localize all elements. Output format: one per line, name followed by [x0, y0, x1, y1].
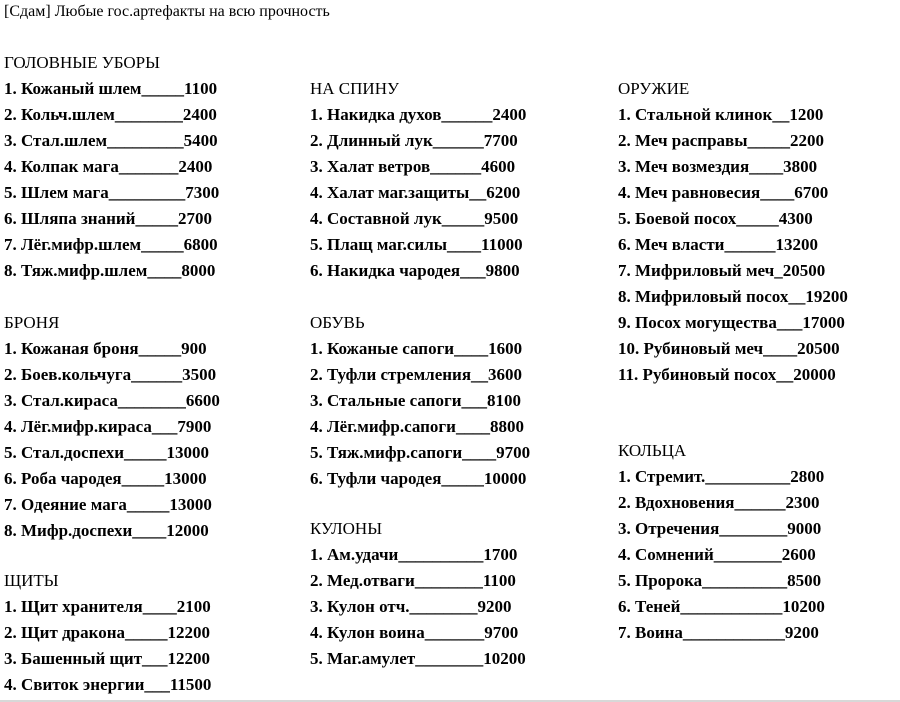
section-armor [4, 310, 220, 544]
page-title: [Сдам] Любые гос.артефакты на всю прочность [4, 3, 330, 20]
section-shields [4, 568, 211, 698]
list-item: 6. Шляпа знаний_____2700 [4, 209, 212, 228]
list-item: 2. Туфли стремления__3600 [310, 365, 523, 384]
list-item: 3. Меч возмездия____3800 [618, 157, 818, 176]
list-item: 6. Накидка чародея___9800 [310, 261, 520, 280]
list-item: 6. Роба чародея_____13000 [4, 469, 207, 488]
list-item: 7. Мифриловый меч_20500 [618, 261, 826, 280]
list-item: 10. Рубиновый меч____20500 [618, 339, 840, 358]
list-item: 4. Кулон воина_______9700 [310, 623, 519, 642]
list-item: 7. Лёг.мифр.шлем_____6800 [4, 235, 218, 254]
list-item: 2. Меч расправы_____2200 [618, 131, 824, 150]
list-item: 1. Щит хранителя____2100 [4, 597, 211, 616]
list-item: 1. Стремит.__________2800 [618, 467, 825, 486]
list-item: 8. Мифр.доспехи____12000 [4, 521, 209, 540]
list-item: 5. Стал.доспехи_____13000 [4, 443, 209, 462]
list-item: 2. Вдохновения______2300 [618, 493, 820, 512]
list-item: 7. Одеяние мага_____13000 [4, 495, 212, 514]
list-item: 4. Колпак мага_______2400 [4, 157, 213, 176]
list-item: 6. Теней____________10200 [618, 597, 825, 616]
list-item: 5. Шлем мага_________7300 [4, 183, 220, 202]
list-item: 4. Свиток энергии___11500 [4, 675, 212, 694]
section-title: ОРУЖИЕ [618, 79, 690, 98]
list-item: 8. Тяж.мифр.шлем____8000 [4, 261, 216, 280]
list-item: 5. Боевой посох_____4300 [618, 209, 813, 228]
list-item: 2. Мед.отваги________1100 [310, 571, 516, 590]
list-item: 3. Стал.кираса________6600 [4, 391, 220, 410]
list-item: 3. Отречения________9000 [618, 519, 822, 538]
section-title: КОЛЬЦА [618, 441, 687, 460]
section-title: КУЛОНЫ [310, 519, 383, 538]
list-item: 4. Лёг.мифр.кираса___7900 [4, 417, 212, 436]
list-item: 1. Кожаные сапоги____1600 [310, 339, 523, 358]
list-item: 2. Длинный лук______7700 [310, 131, 518, 150]
list-item: 1. Кожаный шлем_____1100 [4, 79, 218, 98]
list-item: 4. Составной лук_____9500 [310, 209, 519, 228]
section-title: ЩИТЫ [4, 571, 59, 590]
list-item: 1. Накидка духов______2400 [310, 105, 527, 124]
list-item: 3. Кулон отч.________9200 [310, 597, 512, 616]
section-footwear [310, 310, 530, 492]
section-back [310, 76, 526, 284]
list-item: 4. Сомнений________2600 [618, 545, 816, 564]
section-pendants [310, 516, 526, 672]
list-item: 9. Посох могущества___17000 [618, 313, 845, 332]
list-item: 4. Меч равновесия____6700 [618, 183, 829, 202]
section-title: ОБУВЬ [310, 313, 365, 332]
list-item: 6. Туфли чародея_____10000 [310, 469, 527, 488]
list-item: 4. Лёг.мифр.сапоги____8800 [310, 417, 524, 436]
list-item: 5. Маг.амулет________10200 [310, 649, 526, 668]
list-item: 2. Боев.кольчуга______3500 [4, 365, 217, 384]
section-title: ГОЛОВНЫЕ УБОРЫ [4, 53, 160, 72]
list-item: 11. Рубиновый посох__20000 [618, 365, 836, 384]
list-item: 8. Мифриловый посох__19200 [618, 287, 848, 306]
section-weapons [618, 76, 848, 388]
list-item: 3. Стальные сапоги___8100 [310, 391, 521, 410]
list-item: 1. Кожаная броня_____900 [4, 339, 207, 358]
list-item: 2. Кольч.шлем________2400 [4, 105, 217, 124]
list-item: 4. Халат маг.защиты__6200 [310, 183, 521, 202]
section-headwear [4, 50, 219, 284]
section-title: БРОНЯ [4, 313, 60, 332]
section-rings [618, 438, 825, 646]
list-item: 3. Халат ветров______4600 [310, 157, 516, 176]
section-title: НА СПИНУ [310, 79, 400, 98]
list-item: 2. Щит дракона_____12200 [4, 623, 210, 642]
list-item: 7. Воина____________9200 [618, 623, 819, 642]
list-item: 3. Стал.шлем_________5400 [4, 131, 218, 150]
list-item: 5. Тяж.мифр.сапоги____9700 [310, 443, 531, 462]
list-item: 1. Стальной клинок__1200 [618, 105, 824, 124]
list-item: 6. Меч власти______13200 [618, 235, 818, 254]
list-item: 5. Пророка__________8500 [618, 571, 822, 590]
list-item: 3. Башенный щит___12200 [4, 649, 211, 668]
list-item: 1. Ам.удачи__________1700 [310, 545, 518, 564]
list-item: 5. Плащ маг.силы____11000 [310, 235, 523, 254]
